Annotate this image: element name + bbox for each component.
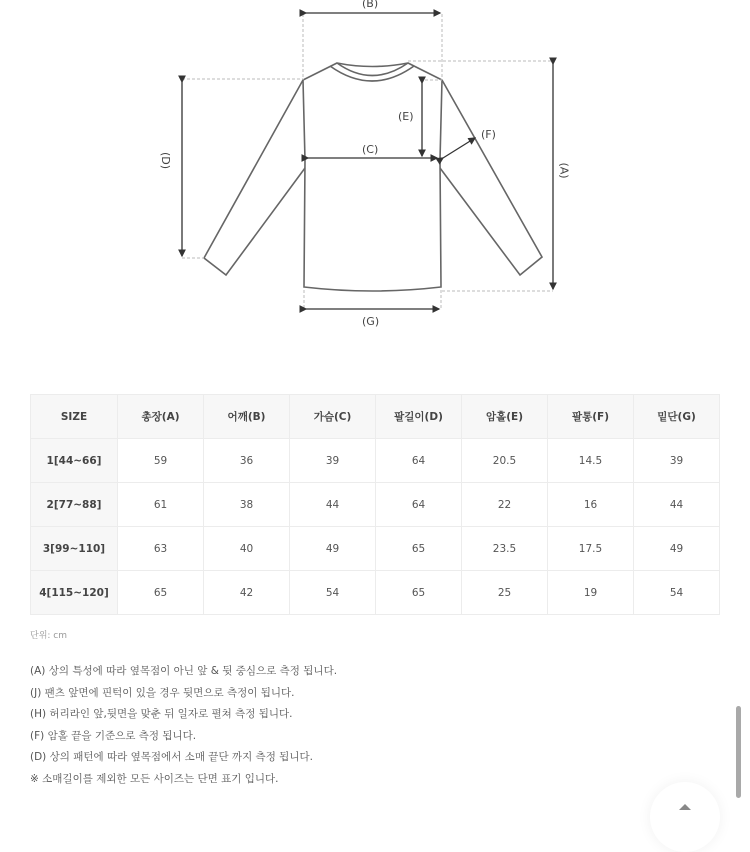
header-hem: 밑단(G) xyxy=(634,395,720,439)
table-row xyxy=(31,483,720,527)
table-cell: 39 xyxy=(634,439,720,483)
table-cell: 61 xyxy=(118,483,204,527)
sweater-illustration xyxy=(0,0,750,340)
table-cell: 23.5 xyxy=(462,527,548,571)
table-cell: 20.5 xyxy=(462,439,548,483)
table-cell: 14.5 xyxy=(548,439,634,483)
table-cell: 16 xyxy=(548,483,634,527)
table-row xyxy=(31,527,720,571)
table-cell: 38 xyxy=(204,483,290,527)
label-a: (A) xyxy=(557,162,571,179)
table-row xyxy=(31,571,720,615)
scroll-to-top-button[interactable] xyxy=(650,782,720,852)
header-sleeve-width: 팔통(F) xyxy=(548,395,634,439)
table-cell: 64 xyxy=(376,483,462,527)
table-cell: 44 xyxy=(634,483,720,527)
table-cell: 65 xyxy=(376,571,462,615)
table-cell: 22 xyxy=(462,483,548,527)
measurement-diagram xyxy=(0,0,750,340)
table-cell: 49 xyxy=(290,527,376,571)
table-cell: 25 xyxy=(462,571,548,615)
note-item: (D) 상의 패턴에 따라 옆목점에서 소매 끝단 까지 측정 됩니다. xyxy=(30,751,313,763)
note-item: (J) 팬츠 앞면에 핀턱이 있을 경우 뒷면으로 측정이 됩니다. xyxy=(30,686,295,699)
unit-label: 단위: cm xyxy=(30,631,67,641)
table-cell: 54 xyxy=(290,571,376,615)
table-cell: 17.5 xyxy=(548,527,634,571)
table-cell: 65 xyxy=(376,527,462,571)
table-cell: 40 xyxy=(204,527,290,571)
label-d: (D) xyxy=(159,151,173,170)
table-cell: 39 xyxy=(290,439,376,483)
table-cell: 44 xyxy=(290,483,376,527)
header-chest: 가슴(C) xyxy=(290,395,376,439)
header-sleeve-length: 팔길이(D) xyxy=(376,395,462,439)
header-total-length: 총장(A) xyxy=(118,395,204,439)
note-item: (F) 암홀 끝을 기준으로 측정 됩니다. xyxy=(30,729,197,742)
note-item: (H) 허리라인 앞,뒷면을 맞춘 뒤 일자로 펼쳐 측정 됩니다. xyxy=(30,708,293,720)
table-cell: 19 xyxy=(548,571,634,615)
table-cell: 49 xyxy=(634,527,720,571)
header-size: SIZE xyxy=(31,395,118,439)
table-cell: 59 xyxy=(118,439,204,483)
note-item: (A) 상의 특성에 따라 옆목점이 아닌 앞 & 뒷 중심으로 측정 됩니다. xyxy=(30,665,338,677)
table-cell: 65 xyxy=(118,571,204,615)
size-cell: 3[99~110] xyxy=(31,527,118,571)
table-cell: 42 xyxy=(204,571,290,615)
label-c: (C) xyxy=(362,143,379,156)
size-cell: 4[115~120] xyxy=(31,571,118,615)
label-f: (F) xyxy=(481,128,496,141)
table-cell: 63 xyxy=(118,527,204,571)
size-cell: 1[44~66] xyxy=(31,439,118,483)
chevron-up-icon xyxy=(679,804,691,810)
table-row xyxy=(31,439,720,483)
header-armhole: 암홀(E) xyxy=(462,395,548,439)
size-cell: 2[77~88] xyxy=(31,483,118,527)
table-cell: 64 xyxy=(376,439,462,483)
scrollbar-thumb[interactable] xyxy=(736,706,741,798)
table-header-row xyxy=(31,395,720,439)
table-cell: 54 xyxy=(634,571,720,615)
label-b: (B) xyxy=(362,0,379,10)
label-e: (E) xyxy=(398,110,414,123)
label-g: (G) xyxy=(362,315,380,328)
measurement-notes xyxy=(30,661,337,790)
note-item: ※ 소매길이를 제외한 모든 사이즈는 단면 표기 입니다. xyxy=(30,772,279,785)
table-cell: 36 xyxy=(204,439,290,483)
header-shoulder: 어깨(B) xyxy=(204,395,290,439)
size-table xyxy=(30,394,720,615)
